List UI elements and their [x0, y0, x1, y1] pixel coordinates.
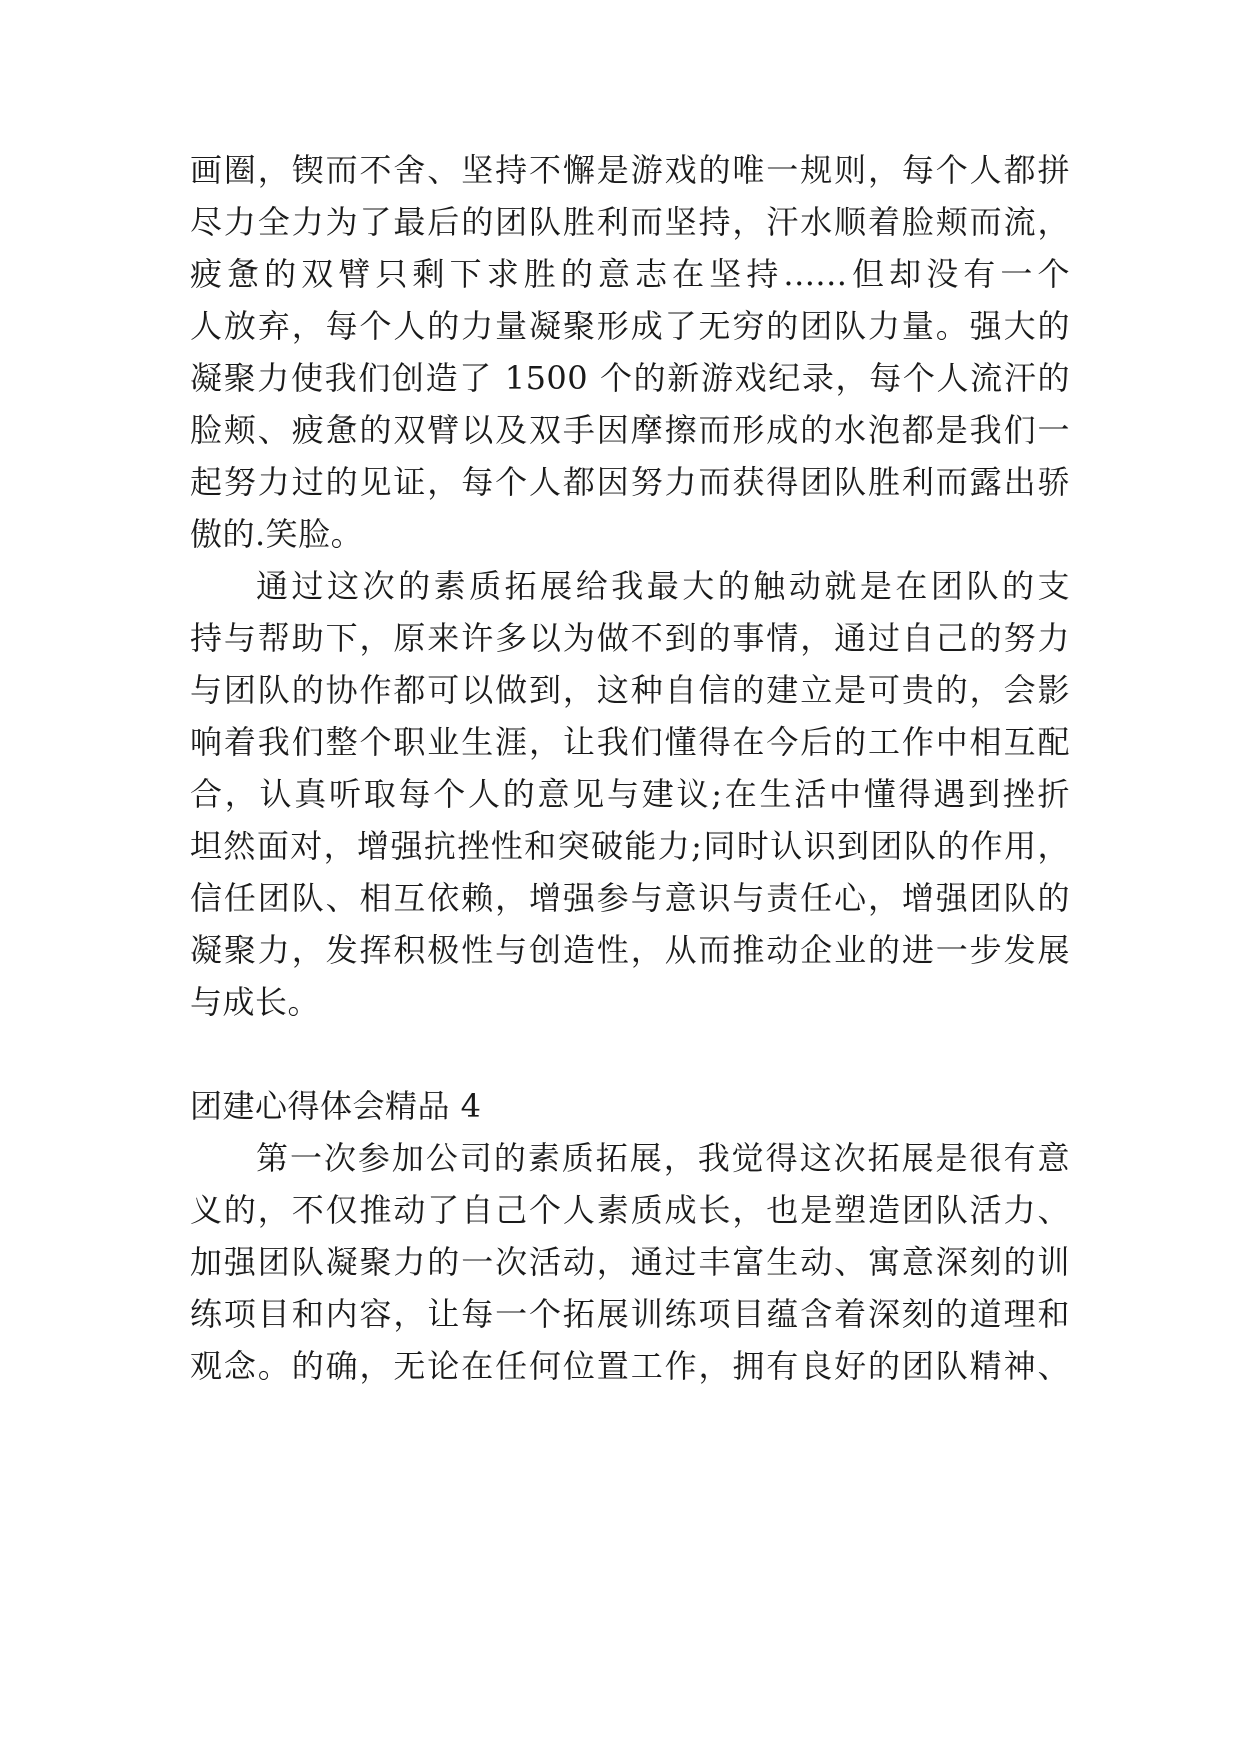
paragraph-line: 响着我们整个职业生涯，让我们懂得在今后的工作中相互配	[190, 723, 1070, 761]
section-heading: 团建心得体会精品 4	[190, 1087, 482, 1125]
paragraph-line: 疲惫的双臂只剩下求胜的意志在坚持......但却没有一个	[190, 255, 1070, 293]
paragraph-line: 画圈，锲而不舍、坚持不懈是游戏的唯一规则，每个人都拼	[190, 151, 1070, 189]
paragraph-line: 与成长。	[190, 983, 321, 1021]
paragraph-line: 傲的.笑脸。	[190, 515, 364, 553]
paragraph-line: 凝聚力，发挥积极性与创造性，从而推动企业的进一步发展	[190, 931, 1070, 969]
paragraph-line: 坦然面对，增强抗挫性和突破能力;同时认识到团队的作用，	[190, 827, 1070, 865]
paragraph-line: 持与帮助下，原来许多以为做不到的事情，通过自己的努力	[190, 619, 1070, 657]
paragraph-line: 观念。的确，无论在任何位置工作，拥有良好的团队精神、	[190, 1347, 1070, 1385]
paragraph-first-line: 第一次参加公司的素质拓展，我觉得这次拓展是很有意	[256, 1139, 1070, 1177]
paragraph-line: 起努力过的见证，每个人都因努力而获得团队胜利而露出骄	[190, 463, 1070, 501]
paragraph-line: 人放弃，每个人的力量凝聚形成了无穷的团队力量。强大的	[190, 307, 1070, 345]
paragraph-line: 脸颊、疲惫的双臂以及双手因摩擦而形成的水泡都是我们一	[190, 411, 1070, 449]
paragraph-line: 与团队的协作都可以做到，这种自信的建立是可贵的，会影	[190, 671, 1070, 709]
paragraph-first-line: 通过这次的素质拓展给我最大的触动就是在团队的支	[256, 567, 1070, 605]
paragraph-line: 信任团队、相互依赖，增强参与意识与责任心，增强团队的	[190, 879, 1070, 917]
paragraph-line: 加强团队凝聚力的一次活动，通过丰富生动、寓意深刻的训	[190, 1243, 1070, 1281]
paragraph-line: 尽力全力为了最后的团队胜利而坚持，汗水顺着脸颊而流，	[190, 203, 1070, 241]
paragraph-line: 练项目和内容，让每一个拓展训练项目蕴含着深刻的道理和	[190, 1295, 1070, 1333]
paragraph-line: 义的，不仅推动了自己个人素质成长，也是塑造团队活力、	[190, 1191, 1070, 1229]
paragraph-line: 合，认真听取每个人的意见与建议;在生活中懂得遇到挫折	[190, 775, 1070, 813]
paragraph-line: 凝聚力使我们创造了 1500 个的新游戏纪录，每个人流汗的	[190, 359, 1070, 397]
